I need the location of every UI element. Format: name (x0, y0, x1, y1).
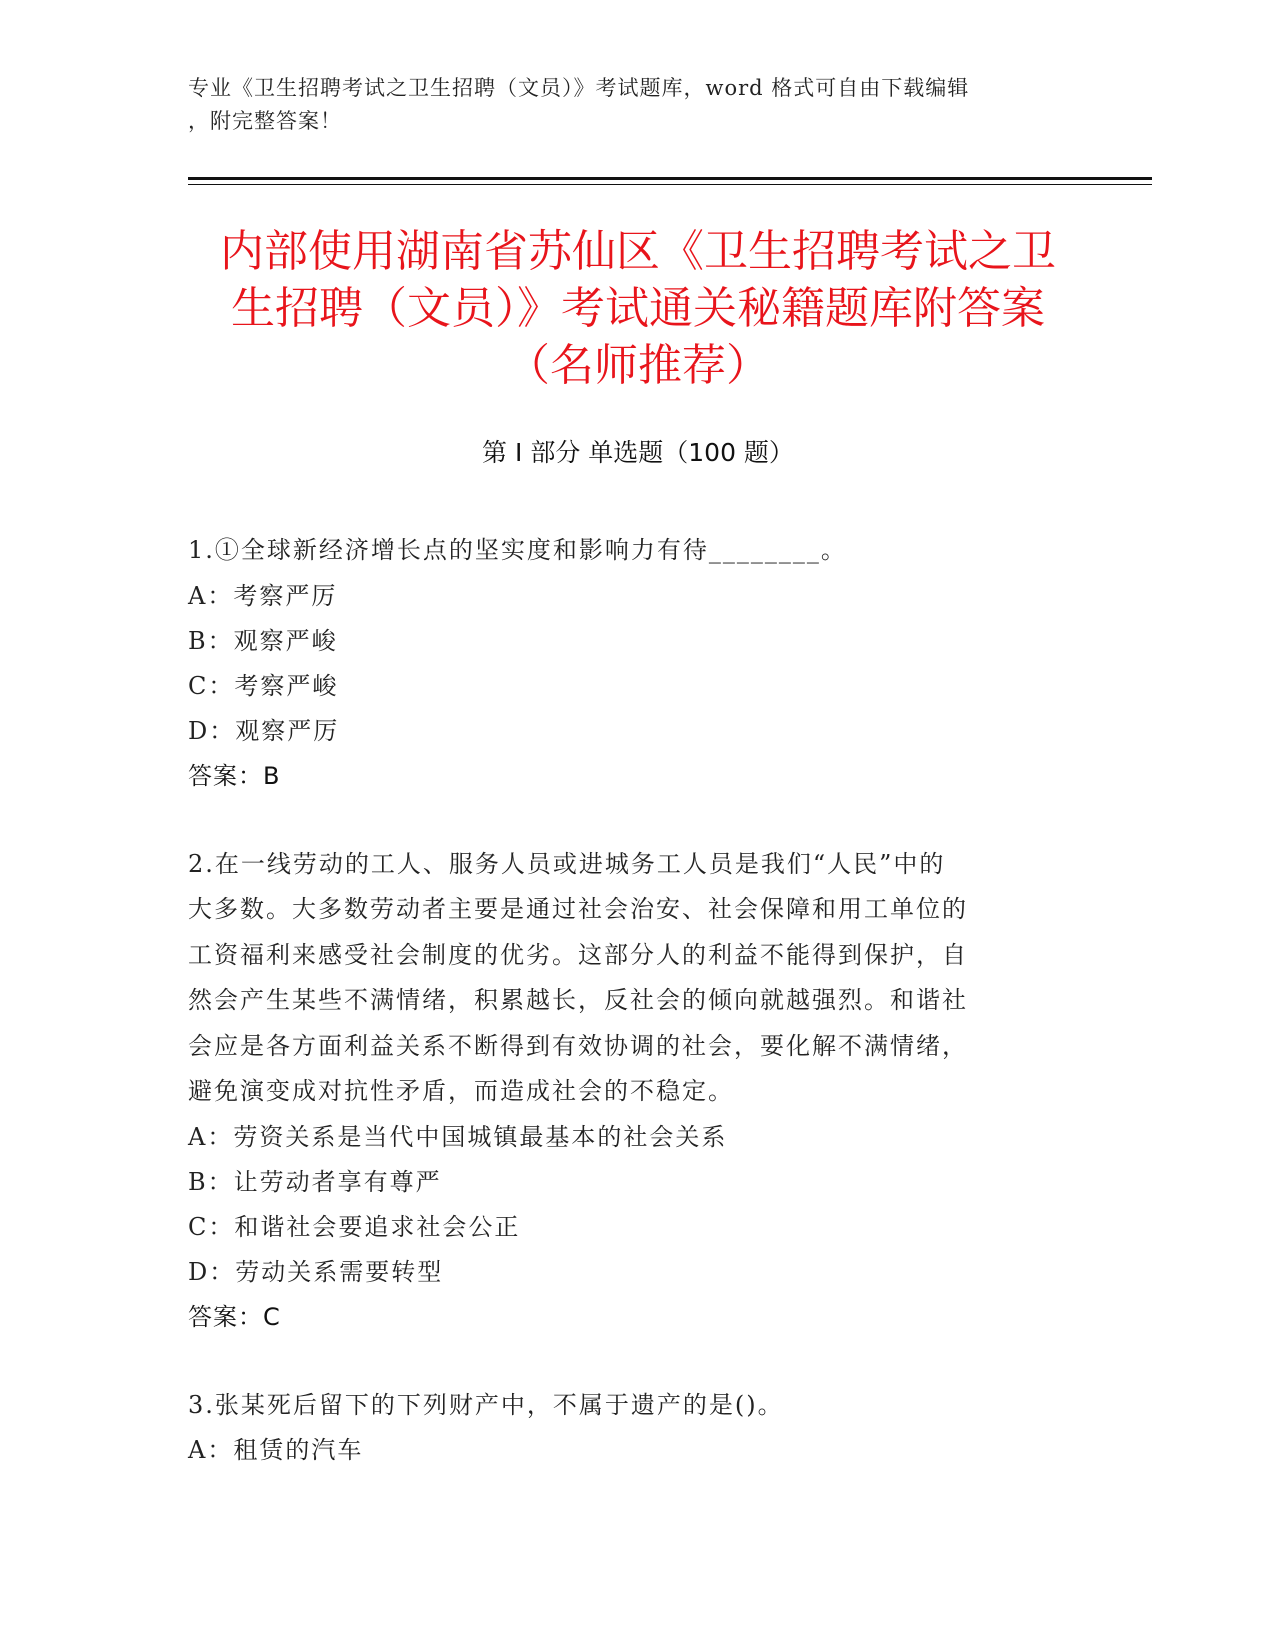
section-heading: 第 I 部分 单选题（100 题） (482, 438, 794, 467)
option-b: B：观察严峻 (188, 626, 338, 655)
option-c: C：和谐社会要追求社会公正 (188, 1212, 521, 1241)
question-1 (188, 528, 1088, 799)
question-stem: 1.①全球新经济增长点的坚实度和影响力有待________。 (188, 536, 847, 564)
option-a: A：租赁的汽车 (188, 1436, 364, 1464)
option-c: C：考察严峻 (188, 671, 339, 700)
question-spacer (188, 1340, 1088, 1383)
question-stem: 3.张某死后留下的下列财产中，不属于遗产的是()。 (188, 1390, 784, 1419)
option-a: A：劳资关系是当代中国城镇最基本的社会关系 (188, 1122, 728, 1151)
header-note (188, 72, 1088, 138)
question-stem-line-1: 2.在一线劳动的工人、服务人员或进城务工人员是我们“人民”中的 (188, 849, 946, 878)
question-list (188, 528, 1088, 1473)
question-3 (188, 1383, 1088, 1474)
question-stem-line-6: 避免演变成对抗性矛盾，而造成社会的不稳定。 (188, 1077, 734, 1105)
header-rule-thin (188, 184, 1152, 185)
option-d: D：劳动关系需要转型 (188, 1257, 444, 1286)
header-note-line-2: ，附完整答案！ (188, 109, 342, 133)
option-a: A：考察严厉 (188, 581, 338, 610)
answer: 答案：C (188, 1302, 281, 1331)
question-2 (188, 842, 1088, 1340)
document-title-line-1: 内部使用湖南省苏仙区《卫生招聘考试之卫 (220, 226, 1056, 277)
question-stem-line-5: 会应是各方面利益关系不断得到有效协调的社会，要化解不满情绪， (188, 1031, 968, 1060)
question-spacer (188, 799, 1088, 842)
document-title (188, 223, 1088, 394)
document-title-line-2: 生招聘（文员）》考试通关秘籍题库附答案 (231, 283, 1045, 334)
question-stem-line-3: 工资福利来感受社会制度的优劣。这部分人的利益不能得到保护，自 (188, 940, 968, 969)
header-note-line-1: 专业《卫生招聘考试之卫生招聘（文员）》考试题库，word 格式可自由下载编辑 (188, 76, 970, 100)
option-b: B：让劳动者享有尊严 (188, 1167, 442, 1196)
option-d: D：观察严厉 (188, 716, 340, 745)
header-rule-thick (188, 177, 1152, 180)
question-stem-line-4: 然会产生某些不满情绪，积累越长，反社会的倾向就越强烈。和谐社 (188, 986, 968, 1014)
answer: 答案：B (188, 761, 281, 790)
question-stem-line-2: 大多数。大多数劳动者主要是通过社会治安、社会保障和用工单位的 (188, 895, 968, 923)
document-title-line-3: （名师推荐） (506, 340, 770, 391)
